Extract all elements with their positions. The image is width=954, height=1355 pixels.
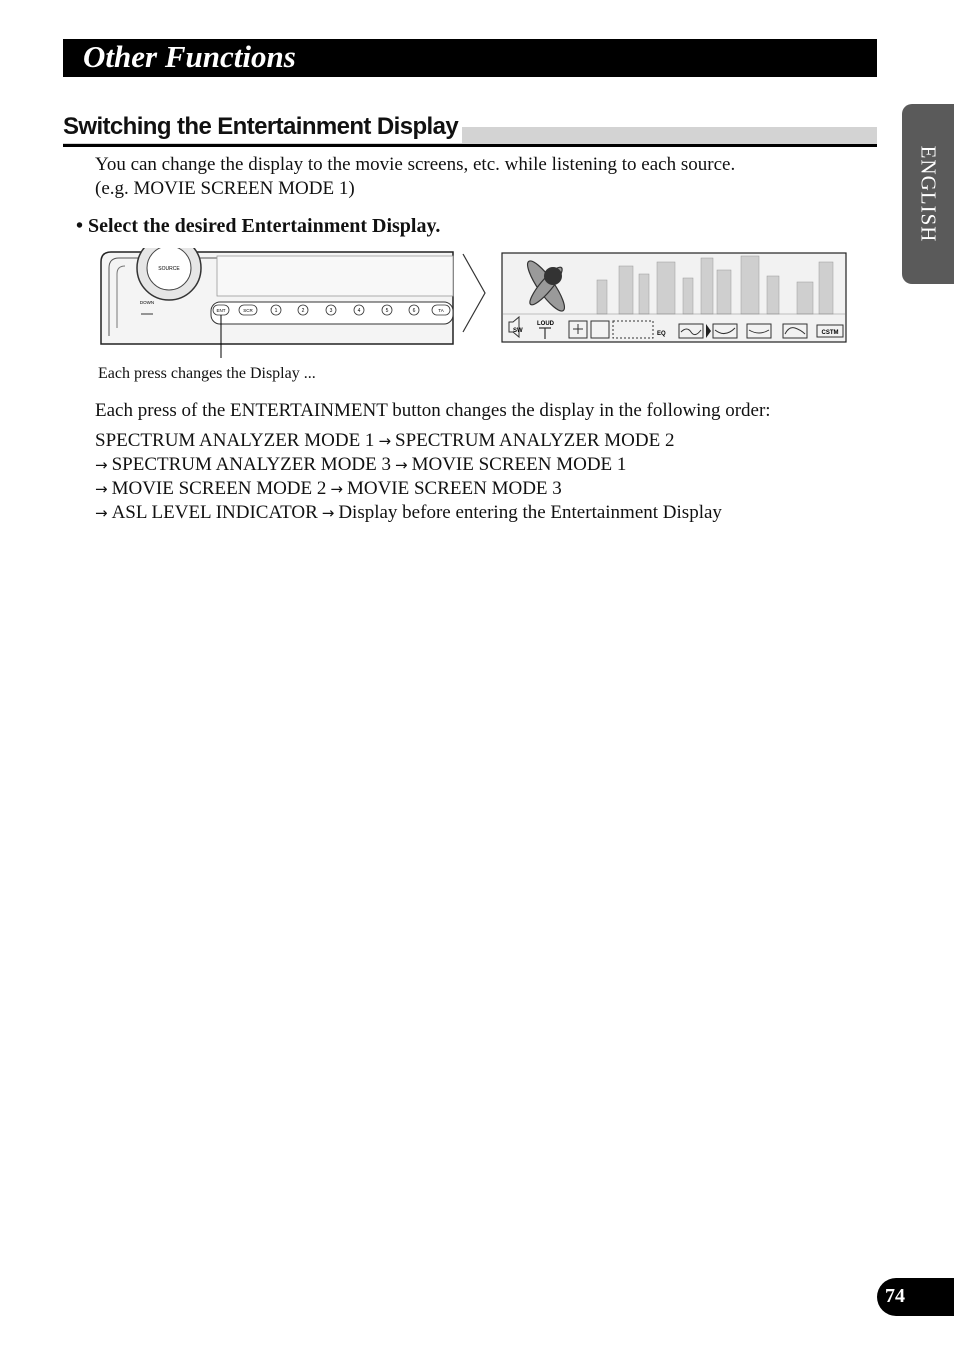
order-item: MOVIE SCREEN MODE 2 bbox=[111, 478, 327, 499]
chapter-header bbox=[63, 39, 877, 77]
arrow-icon: → bbox=[395, 456, 408, 474]
ta-label: TA bbox=[438, 308, 444, 313]
preset-3-label: 3 bbox=[329, 308, 333, 314]
arrow-icon: → bbox=[95, 480, 108, 498]
order-line-3 bbox=[95, 477, 562, 501]
loud-label: LOUD bbox=[537, 321, 554, 327]
order-intro: Each press of the ENTERTAINMENT button changes the display in the following order: bbox=[95, 400, 771, 421]
arrow-icon: → bbox=[95, 456, 108, 474]
arrow-icon: → bbox=[95, 504, 108, 522]
source-label: SOURCE bbox=[158, 266, 180, 272]
arrow-icon: → bbox=[330, 480, 343, 498]
order-item: SPECTRUM ANALYZER MODE 2 bbox=[395, 430, 675, 451]
display-screen-illustration bbox=[501, 252, 847, 343]
intro-line-1: You can change the display to the movie screens, etc. while listening to each source. bbox=[95, 154, 736, 175]
order-item: ASL LEVEL INDICATOR bbox=[111, 502, 318, 523]
ent-label: ENT bbox=[216, 308, 226, 313]
order-item: SPECTRUM ANALYZER MODE 1 bbox=[95, 430, 375, 451]
order-item: MOVIE SCREEN MODE 3 bbox=[346, 478, 562, 499]
section-heading-rule bbox=[63, 144, 877, 147]
page-number: 74 bbox=[885, 1285, 905, 1307]
preset-5-label: 5 bbox=[385, 308, 389, 314]
intro-line-2: (e.g. MOVIE SCREEN MODE 1) bbox=[95, 178, 355, 199]
sw-label: SW bbox=[513, 328, 523, 334]
language-tab-label: ENGLISH bbox=[916, 145, 941, 243]
section-title: Switching the Entertainment Display bbox=[63, 111, 462, 143]
order-item: SPECTRUM ANALYZER MODE 3 bbox=[111, 454, 392, 475]
step-instruction: • Select the desired Entertainment Display. bbox=[76, 215, 441, 237]
preset-6-label: 6 bbox=[412, 308, 416, 314]
figure-caption: Each press changes the Display ... bbox=[98, 365, 316, 382]
cstm-label: CSTM bbox=[821, 330, 839, 336]
order-line-4 bbox=[95, 501, 722, 525]
order-line-1 bbox=[95, 429, 674, 453]
preset-4-label: 4 bbox=[357, 308, 361, 314]
order-item: MOVIE SCREEN MODE 1 bbox=[411, 454, 627, 475]
down-label: DOWN bbox=[139, 300, 155, 305]
preset-2-label: 2 bbox=[301, 308, 305, 314]
order-line-2 bbox=[95, 453, 626, 477]
scr-label: SCR bbox=[243, 308, 253, 313]
arrow-icon: → bbox=[378, 432, 392, 450]
chapter-title: Other Functions bbox=[83, 39, 296, 74]
language-tab bbox=[902, 104, 954, 284]
page-number-tab bbox=[877, 1278, 954, 1316]
head-unit-illustration bbox=[97, 248, 457, 358]
preset-1-label: 1 bbox=[274, 308, 278, 314]
transition-arrow bbox=[461, 252, 489, 334]
arrow-icon: → bbox=[321, 504, 335, 522]
eq-label: EQ bbox=[657, 331, 666, 337]
order-item: Display before entering the Entertainment Display bbox=[338, 502, 722, 523]
